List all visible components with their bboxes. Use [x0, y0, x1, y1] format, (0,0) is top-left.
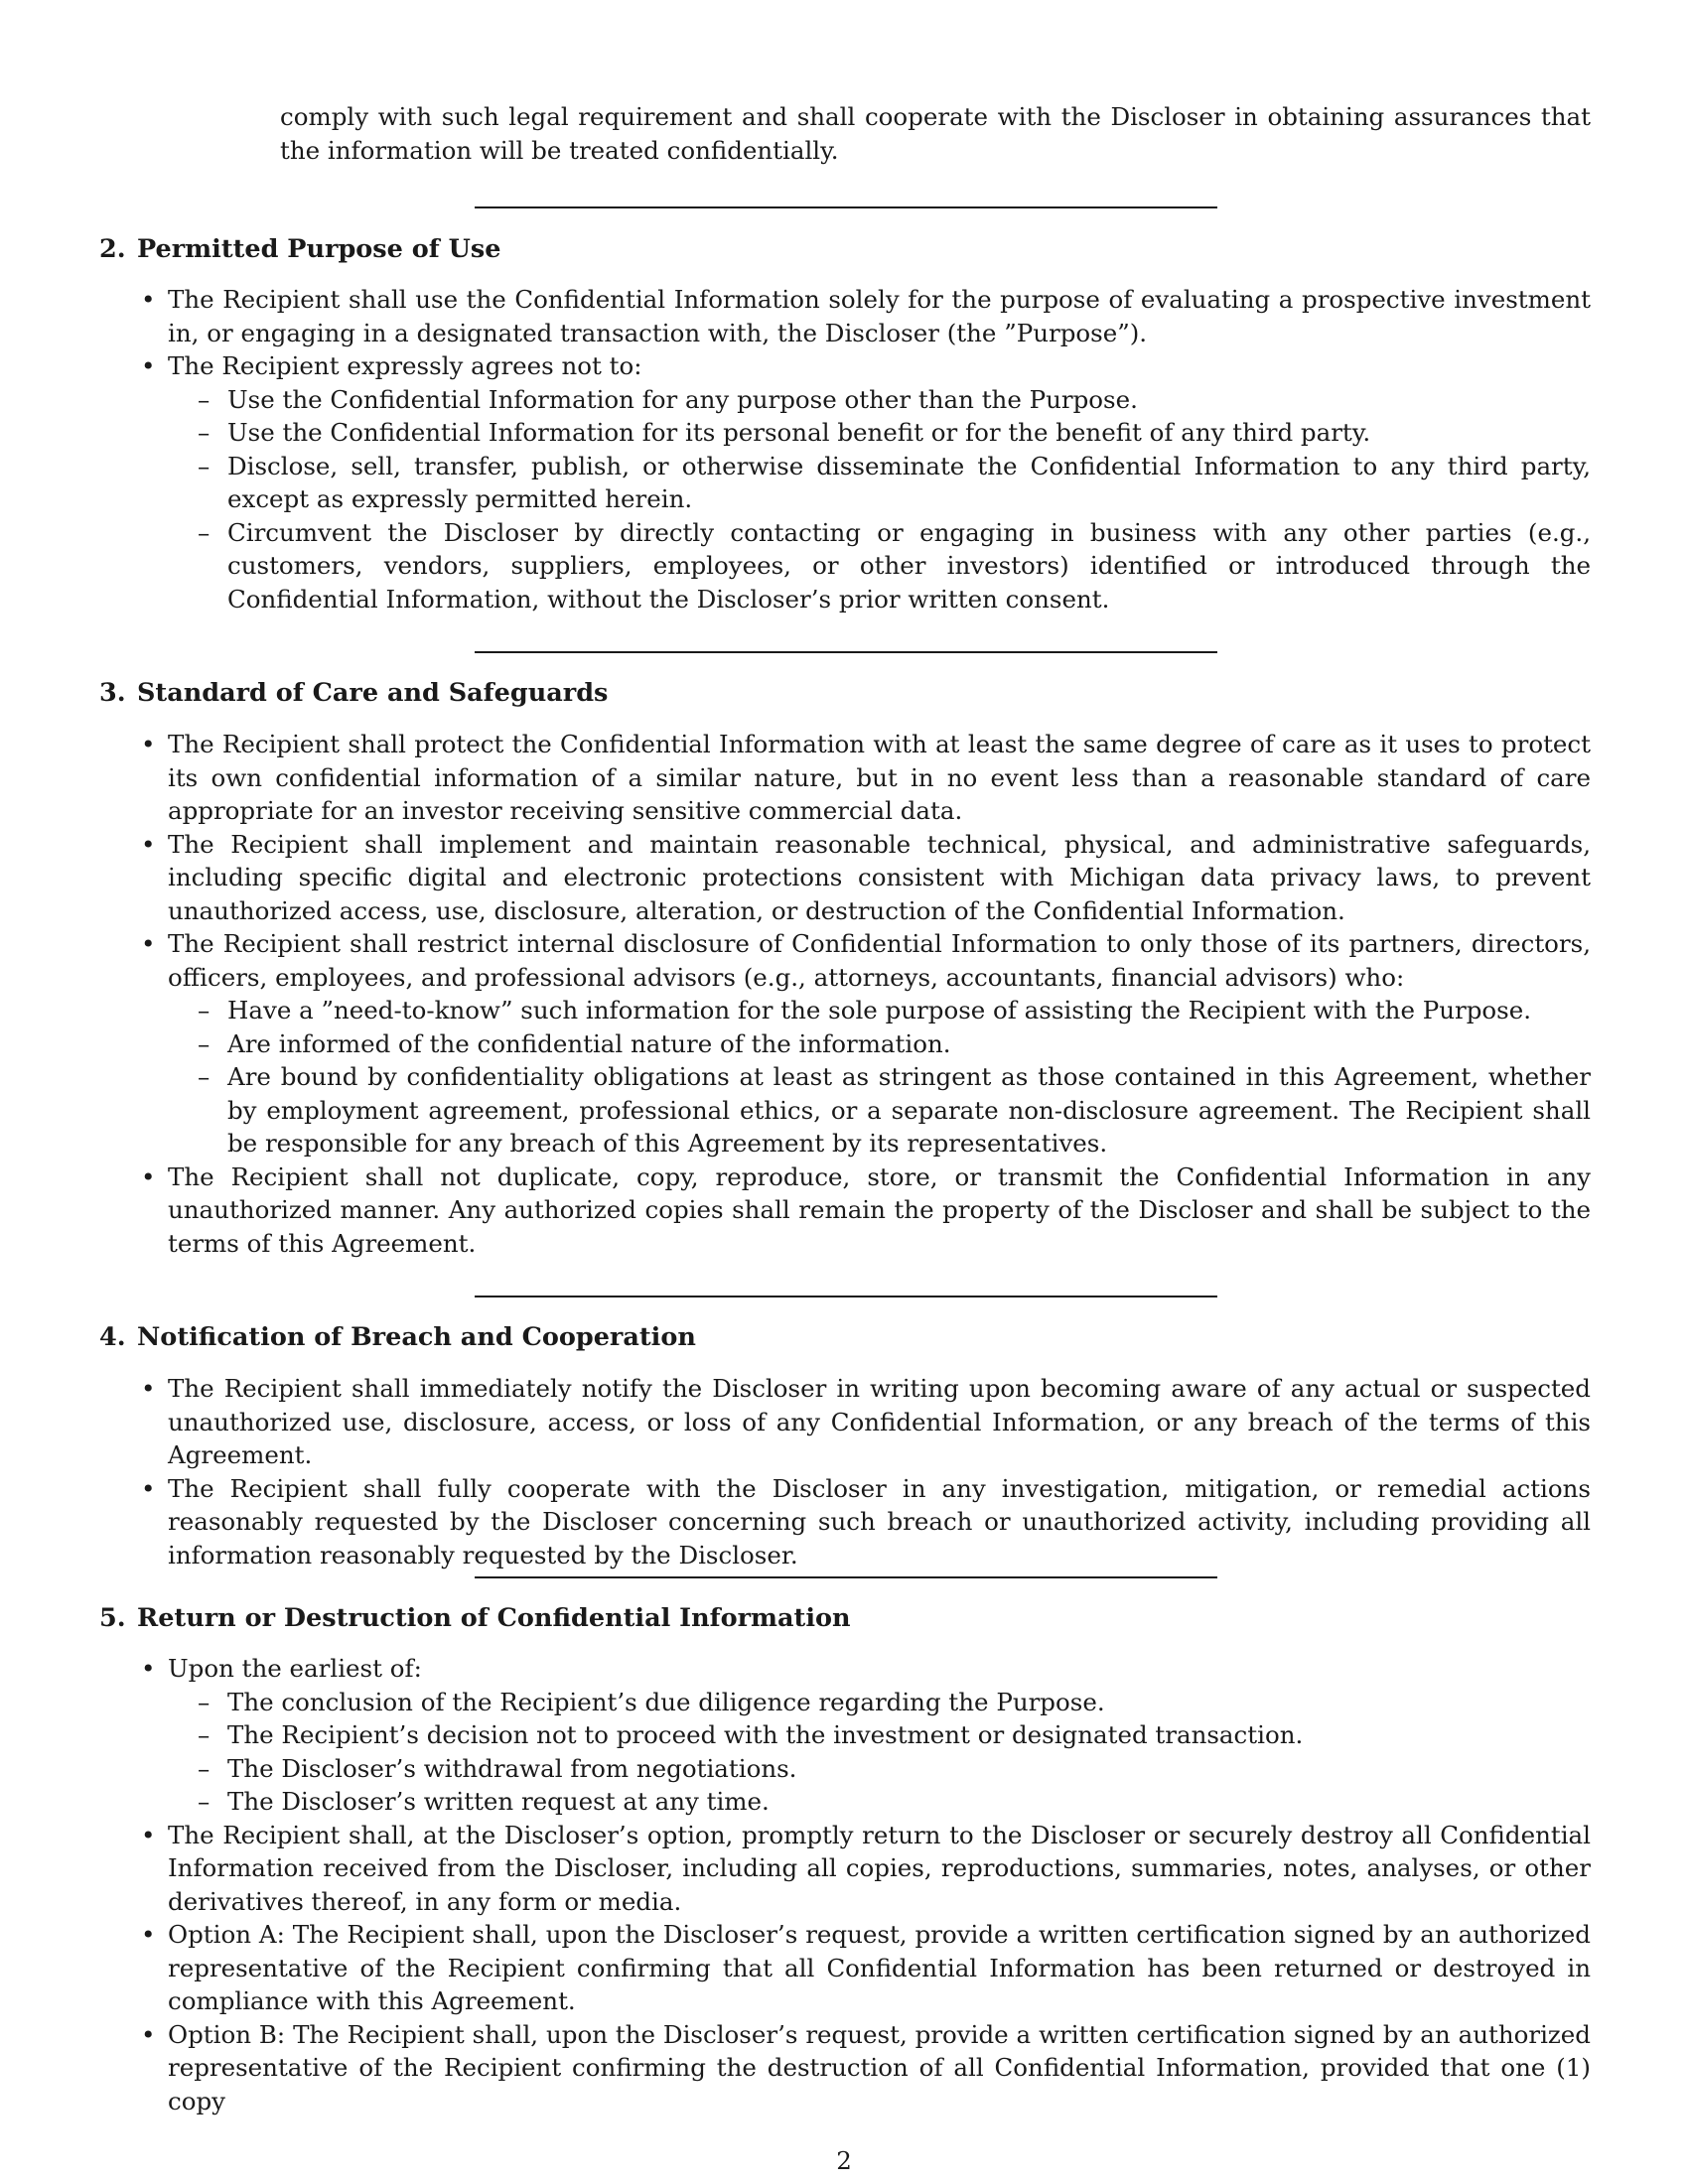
- section-divider: [475, 206, 1217, 208]
- list-item: • Option B: The Recipient shall, upon the Discloser’s request, provide a written certification signed by an authorized representative of the Recipient confirming the destruction of all Confidential Information, provided that one (1) copy: [139, 2018, 1591, 2118]
- list-item: • Option A: The Recipient shall, upon the Discloser’s request, provide a written certification signed by an authorized representative of the Recipient confirming that all Confidential Information has been returned or destroyed in compliance with this Agreement.: [139, 1918, 1591, 2018]
- continued-paragraph: comply with such legal requirement and shall cooperate with the Discloser in obtaining assurances that the information will be treated confidentially.: [280, 102, 1591, 165]
- list-item-text: Upon the earliest of:: [168, 1654, 422, 1683]
- list-item-text: The Recipient expressly agrees not to:: [168, 351, 642, 380]
- list-item: [139, 1652, 1591, 1819]
- list-item: • The Recipient shall fully cooperate with the Discloser in any investigation, mitigation, or remedial actions reasonably requested by the Discloser concerning such breach or unauthorized activity, including providing all information reasonably requested by the Discloser.: [139, 1472, 1591, 1572]
- sub-list-item: – Use the Confidential Information for its personal benefit or for the benefit of any third party.: [168, 416, 1591, 450]
- sub-list-item: – The conclusion of the Recipient’s due diligence regarding the Purpose.: [168, 1686, 1591, 1719]
- list-item: • The Recipient shall protect the Confidential Information with at least the same degree of care as it uses to protect its own confidential information of a similar nature, but in no event less than a reasonable standard of care appropriate for an investor receiving sensitive commercial data.: [139, 728, 1591, 828]
- section-heading-3: [99, 676, 608, 710]
- section-number: 4.: [99, 1322, 126, 1352]
- page-number: 2: [836, 2146, 852, 2175]
- section-number: 3.: [99, 678, 126, 708]
- list-item-text: The Recipient shall restrict internal disclosure of Confidential Information to only those of its partners, directors, officers, employees, and professional advisors (e.g., attorneys, accountants, financial advisors) who:: [168, 929, 1591, 992]
- list-item: • The Recipient shall use the Confidential Information solely for the purpose of evaluating a prospective investment in, or engaging in a designated transaction with, the Discloser (the ”Purpose”).: [139, 283, 1591, 349]
- sub-list-item: – Are bound by confidentiality obligations at least as stringent as those contained in this Agreement, whether by employment agreement, professional ethics, or a separate non-disclosure agreement. The Recipient shall be responsible for any breach of this Agreement by its representatives.: [168, 1060, 1591, 1160]
- sub-list-item: – Disclose, sell, transfer, publish, or otherwise disseminate the Confidential Information to any third party, except as expressly permitted herein.: [168, 450, 1591, 516]
- section-title: Standard of Care and Safeguards: [137, 678, 609, 708]
- sub-list-item: – Use the Confidential Information for any purpose other than the Purpose.: [168, 383, 1591, 417]
- sub-list-item: – The Discloser’s written request at any time.: [168, 1785, 1591, 1819]
- section-title: Notification of Breach and Cooperation: [137, 1322, 696, 1352]
- sub-list: [168, 994, 1591, 1160]
- list-item: [139, 927, 1591, 1160]
- section-5-list: [139, 1652, 1591, 2117]
- section-heading-4: [99, 1320, 696, 1354]
- sub-list-item: – Circumvent the Discloser by directly contacting or engaging in business with any other parties (e.g., customers, vendors, suppliers, employees, or other investors) identified or introduced through the Confidential Information, without the Discloser’s prior written consent.: [168, 516, 1591, 616]
- list-item: [139, 349, 1591, 615]
- sub-list-item: – Have a ”need-to-know” such information for the sole purpose of assisting the Recipient with the Purpose.: [168, 994, 1591, 1027]
- list-item: • The Recipient shall not duplicate, copy, reproduce, store, or transmit the Confidential Information in any unauthorized manner. Any authorized copies shall remain the property of the Discloser and shall be subject to the terms of this Agreement.: [139, 1160, 1591, 1261]
- sub-list-item: – Are informed of the confidential nature of the information.: [168, 1027, 1591, 1061]
- sub-list-item: – The Recipient’s decision not to proceed with the investment or designated transaction.: [168, 1718, 1591, 1752]
- sub-list: [168, 383, 1591, 616]
- list-item: • The Recipient shall, at the Discloser’s option, promptly return to the Discloser or securely destroy all Confidential Information received from the Discloser, including all copies, reproductions, summaries, notes, analyses, or other derivatives thereof, in any form or media.: [139, 1819, 1591, 1919]
- section-3-list: [139, 728, 1591, 1260]
- section-divider: [475, 651, 1217, 653]
- section-4-list: [139, 1372, 1591, 1571]
- section-heading-2: [99, 232, 500, 266]
- section-number: 5.: [99, 1603, 126, 1633]
- section-title: Permitted Purpose of Use: [137, 234, 501, 264]
- sub-list-item: – The Discloser’s withdrawal from negotiations.: [168, 1752, 1591, 1786]
- section-number: 2.: [99, 234, 126, 264]
- section-divider: [475, 1296, 1217, 1297]
- section-divider: [475, 1576, 1217, 1578]
- section-heading-5: [99, 1601, 851, 1635]
- section-2-list: [139, 283, 1591, 615]
- list-item: • The Recipient shall implement and maintain reasonable technical, physical, and administrative safeguards, including specific digital and electronic protections consistent with Michigan data privacy laws, to prevent unauthorized access, use, disclosure, alteration, or destruction of the Confidential Information.: [139, 828, 1591, 928]
- sub-list: [168, 1686, 1591, 1819]
- section-title: Return or Destruction of Confidential Information: [137, 1603, 851, 1633]
- list-item: • The Recipient shall immediately notify the Discloser in writing upon becoming aware of any actual or suspected unauthorized use, disclosure, access, or loss of any Confidential Information, or any breach of the terms of this Agreement.: [139, 1372, 1591, 1472]
